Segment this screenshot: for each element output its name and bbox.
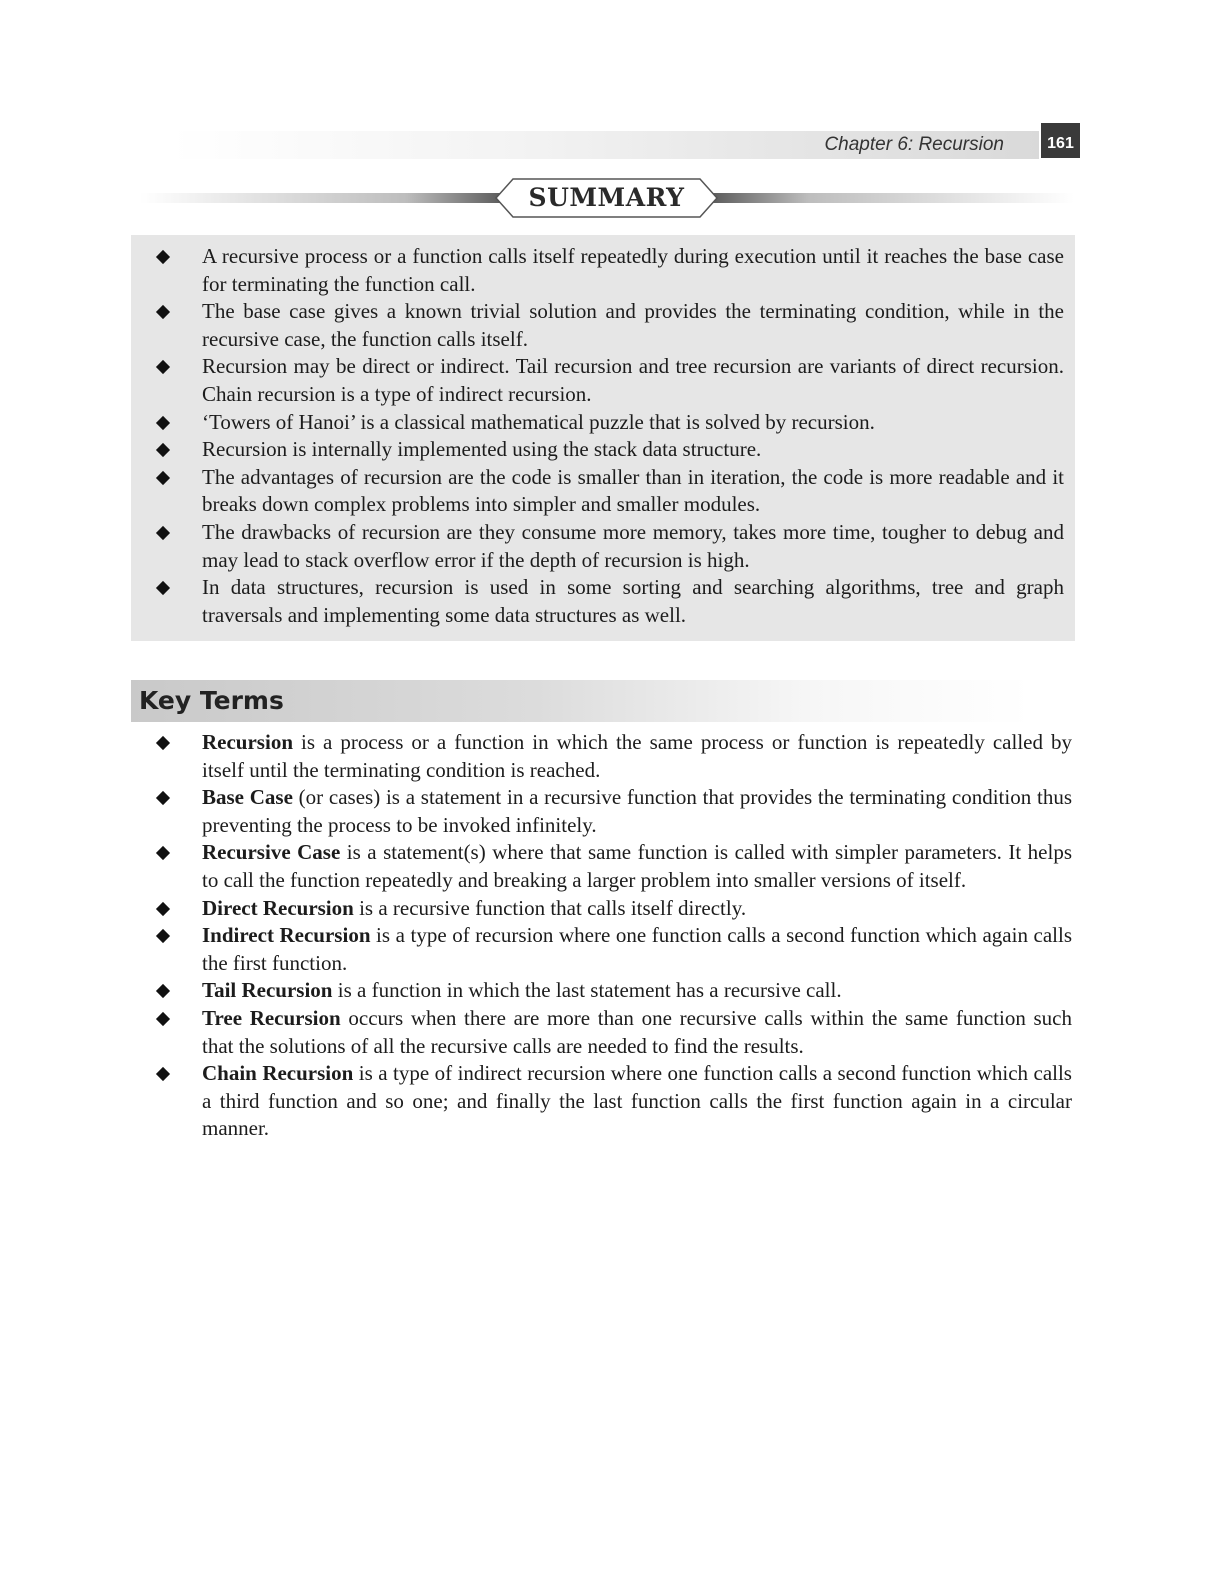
key-term-definition: is a type of recursion where one function calls a second function which again calls the first function. xyxy=(202,923,1072,975)
list-item xyxy=(158,784,1072,839)
list-item xyxy=(158,922,1072,977)
diamond-bullet-icon xyxy=(156,471,170,485)
key-term-definition: is a recursive function that calls itself directly. xyxy=(353,895,747,920)
list-item xyxy=(158,1005,1072,1060)
summary-item-text: The drawbacks of recursion are they consume more memory, takes more time, tougher to debug and may lead to stack overflow error if the depth of recursion is high. xyxy=(202,519,1064,572)
list-item xyxy=(158,409,1064,437)
summary-heading-box xyxy=(495,178,718,218)
list-item xyxy=(158,839,1072,894)
diamond-bullet-icon xyxy=(156,736,170,750)
chapter-title: Chapter 6: Recursion xyxy=(824,134,1004,155)
key-term: Recursive Case xyxy=(202,840,341,865)
diamond-bullet-icon xyxy=(156,526,170,540)
summary-item-text: A recursive process or a function calls itself repeatedly during execution until it reaches the base case for terminating the function call. xyxy=(202,244,1064,296)
summary-rule-left xyxy=(140,193,520,203)
list-item xyxy=(158,574,1064,629)
summary-list xyxy=(158,243,1064,629)
list-item xyxy=(158,977,1072,1005)
page-number: 161 xyxy=(1041,123,1080,158)
key-term: Base Case xyxy=(202,785,293,810)
diamond-bullet-icon xyxy=(156,929,170,943)
key-term: Direct Recursion xyxy=(202,895,354,920)
diamond-bullet-icon xyxy=(156,250,170,264)
list-item xyxy=(158,243,1064,298)
summary-title: SUMMARY xyxy=(528,183,685,212)
summary-item-text: In data structures, recursion is used in some sorting and searching algorithms, tree and graph traversals and implementing some data structures as well. xyxy=(202,575,1064,627)
summary-rule-right xyxy=(694,193,1074,203)
diamond-bullet-icon xyxy=(156,846,170,860)
key-term-definition: is a process or a function in which the same process or function is repeatedly called by itself until the terminating condition is reached. xyxy=(202,730,1072,782)
list-item xyxy=(158,353,1064,408)
diamond-bullet-icon xyxy=(156,984,170,998)
diamond-bullet-icon xyxy=(156,901,170,915)
key-term: Tail Recursion xyxy=(202,978,333,1003)
key-term-definition: is a statement(s) where that same function is called with simpler parameters. It helps to call the function repeatedly and breaking a larger problem into smaller versions of itself. xyxy=(202,840,1073,892)
diamond-bullet-icon xyxy=(156,1067,170,1081)
key-term: Indirect Recursion xyxy=(202,923,371,948)
key-term-definition: is a type of indirect recursion where one function calls a second function which calls a third function and so one; and finally the last function calls the first function again in a circular manner. xyxy=(202,1061,1072,1141)
key-term-definition: (or cases) is a statement in a recursive function that provides the terminating condition thus preventing the process to be invoked infinitely. xyxy=(202,785,1072,837)
list-item xyxy=(158,519,1064,574)
key-term: Tree Recursion xyxy=(202,1005,341,1030)
summary-item-text: The base case gives a known trivial solution and provides the terminating condition, while in the recursive case, the function calls itself. xyxy=(202,299,1064,351)
key-term-definition: is a function in which the last statement has a recursive call. xyxy=(332,978,842,1003)
list-item xyxy=(158,729,1072,784)
list-item xyxy=(158,464,1064,519)
list-item xyxy=(158,436,1064,464)
key-terms-list xyxy=(158,729,1072,1143)
list-item xyxy=(158,298,1064,353)
diamond-bullet-icon xyxy=(156,443,170,457)
summary-item-text: Recursion is internally implemented using the stack data structure. xyxy=(202,437,762,462)
diamond-bullet-icon xyxy=(156,305,170,319)
diamond-bullet-icon xyxy=(156,360,170,374)
key-term: Recursion xyxy=(202,730,293,754)
summary-item-text: The advantages of recursion are the code is smaller than in iteration, the code is more readable and it breaks down complex problems into simpler and smaller modules. xyxy=(202,464,1064,517)
list-item xyxy=(158,895,1072,923)
diamond-bullet-icon xyxy=(156,415,170,429)
summary-item-text: Recursion may be direct or indirect. Tail recursion and tree recursion are variants of direct recursion. Chain recursion is a type of indirect recursion. xyxy=(202,354,1064,406)
key-term-definition: occurs when there are more than one recursive calls within the same function such that the solutions of all the recursive calls are needed to find the results. xyxy=(202,1005,1072,1058)
diamond-bullet-icon xyxy=(156,1012,170,1026)
diamond-bullet-icon xyxy=(156,581,170,595)
key-term: Chain Recursion xyxy=(202,1061,354,1086)
summary-item-text: ‘Towers of Hanoi’ is a classical mathematical puzzle that is solved by recursion. xyxy=(202,409,875,434)
key-terms-title: Key Terms xyxy=(139,686,284,715)
diamond-bullet-icon xyxy=(156,791,170,805)
list-item xyxy=(158,1060,1072,1143)
